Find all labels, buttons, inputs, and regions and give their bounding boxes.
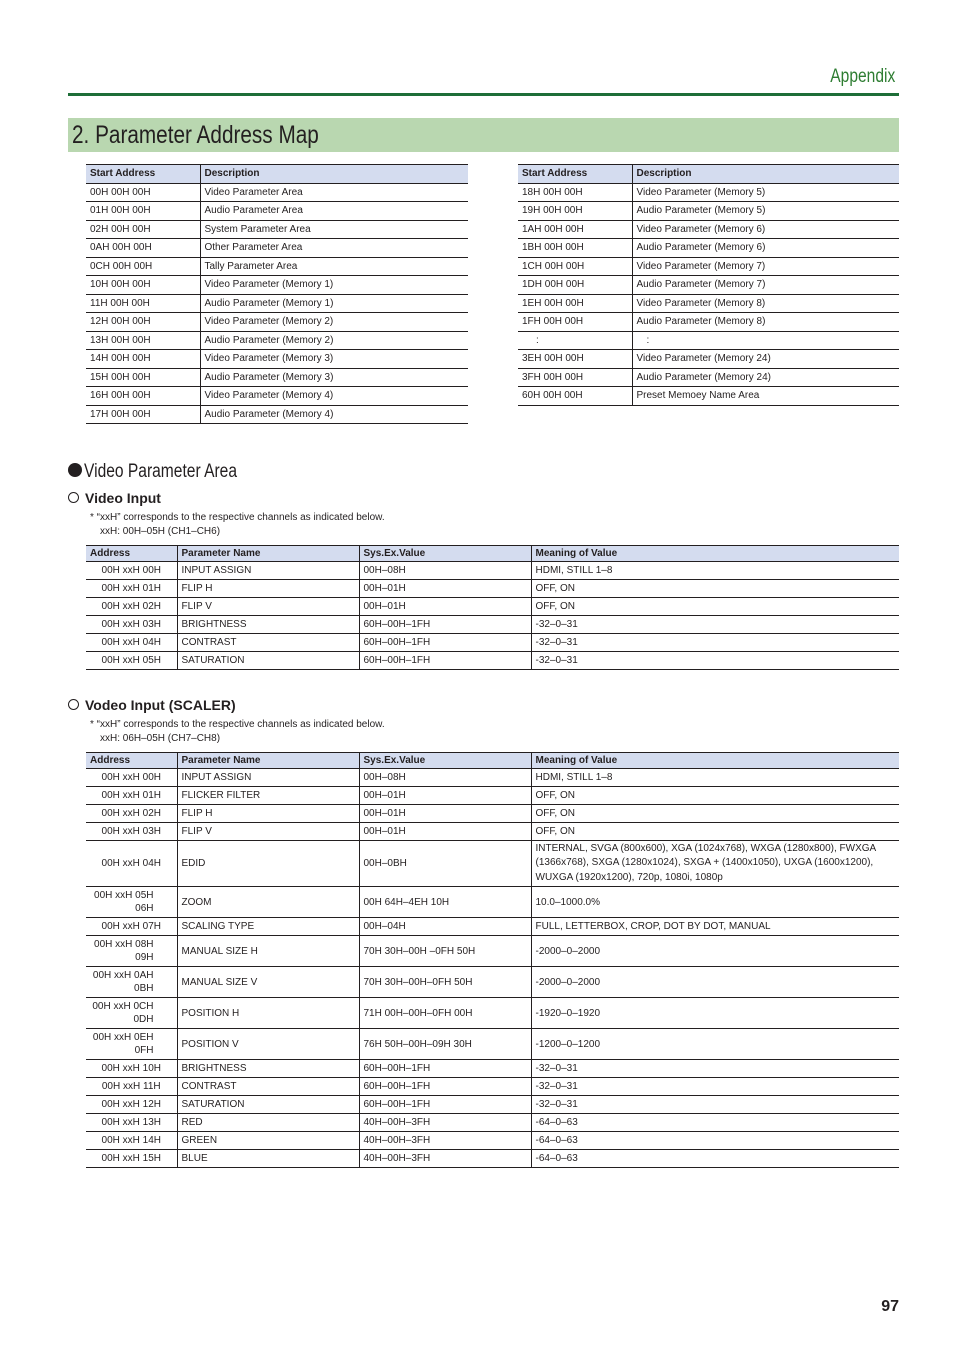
table-cell: OFF, ON (531, 598, 899, 616)
table-cell: 00H xxH 14H (86, 1132, 177, 1150)
table-cell: -32–0–31 (531, 634, 899, 652)
table-cell: 11H 00H 00H (86, 294, 200, 313)
table-cell: 70H 30H–00H–0FH 50H (359, 967, 531, 998)
table-cell: 14H 00H 00H (86, 350, 200, 369)
table-row (86, 1078, 899, 1096)
table-cell: 3EH 00H 00H (518, 350, 632, 369)
table-row (86, 1029, 899, 1060)
table-cell: SATURATION (177, 652, 359, 670)
table-cell: SCALING TYPE (177, 918, 359, 936)
table-cell: 00H xxH 0EH 0FH (86, 1029, 177, 1060)
table-row (86, 1114, 899, 1132)
table-row (86, 652, 899, 670)
page-title: 2. Parameter Address Map (72, 121, 319, 149)
table-cell: Video Parameter (Memory 24) (632, 350, 899, 369)
table-cell: 3FH 00H 00H (518, 368, 632, 387)
column-header: Meaning of Value (531, 753, 899, 769)
note-scaler-input (90, 718, 385, 746)
table-cell: FLIP H (177, 805, 359, 823)
page-number: 97 (881, 1298, 899, 1315)
table-cell: 00H xxH 15H (86, 1150, 177, 1168)
table-cell: Preset Memoey Name Area (632, 387, 899, 406)
subheading-text: Vodeo Input (SCALER) (85, 697, 236, 713)
table-cell: -32–0–31 (531, 1078, 899, 1096)
table-row (86, 1132, 899, 1150)
table-row (86, 769, 899, 787)
table-cell: 40H–00H–3FH (359, 1132, 531, 1150)
table-row (518, 368, 899, 387)
table-cell: 00H–01H (359, 580, 531, 598)
table-row (86, 183, 468, 202)
table-cell: BLUE (177, 1150, 359, 1168)
table-cell: 00H xxH 04H (86, 634, 177, 652)
table-cell: BRIGHTNESS (177, 616, 359, 634)
table-cell: 70H 30H–00H –0FH 50H (359, 936, 531, 967)
table-cell: RED (177, 1114, 359, 1132)
table-cell: 00H–0BH (359, 841, 531, 887)
table-row (86, 350, 468, 369)
table-row (86, 598, 899, 616)
table-cell: FULL, LETTERBOX, CROP, DOT BY DOT, MANUAL (531, 918, 899, 936)
table-cell: FLIP V (177, 598, 359, 616)
table-cell: -2000–0–2000 (531, 967, 899, 998)
table-row (518, 276, 899, 295)
table-cell: : (518, 331, 632, 350)
table-cell: INPUT ASSIGN (177, 769, 359, 787)
table-cell: 00H xxH 00H (86, 562, 177, 580)
open-circle-bullet-icon (68, 492, 79, 503)
table-cell: POSITION V (177, 1029, 359, 1060)
table-cell: 00H xxH 12H (86, 1096, 177, 1114)
table-cell: -2000–0–2000 (531, 936, 899, 967)
address-map-left-body (86, 183, 468, 424)
table-row (86, 580, 899, 598)
table-cell: 00H–01H (359, 787, 531, 805)
table-cell: CONTRAST (177, 634, 359, 652)
table-cell: 1DH 00H 00H (518, 276, 632, 295)
table-cell: 00H xxH 07H (86, 918, 177, 936)
table-cell: Video Parameter (Memory 1) (200, 276, 468, 295)
table-cell: Video Parameter (Memory 5) (632, 183, 899, 202)
table-cell: Audio Parameter (Memory 3) (200, 368, 468, 387)
table-row (518, 239, 899, 258)
table-cell: 00H xxH 13H (86, 1114, 177, 1132)
table-cell: 00H xxH 10H (86, 1060, 177, 1078)
table-cell: CONTRAST (177, 1078, 359, 1096)
table-cell: Audio Parameter (Memory 4) (200, 405, 468, 424)
note-line: * “xxH” corresponds to the respective channels as indicated below. (90, 512, 385, 523)
table-cell: INPUT ASSIGN (177, 562, 359, 580)
table-cell: Audio Parameter Area (200, 202, 468, 221)
table-cell: MANUAL SIZE V (177, 967, 359, 998)
table-cell: FLIP H (177, 580, 359, 598)
table-cell: 00H xxH 08H 09H (86, 936, 177, 967)
table-cell: FLIP V (177, 823, 359, 841)
column-header: Address (86, 546, 177, 562)
table-cell: Audio Parameter (Memory 1) (200, 294, 468, 313)
table-cell: 19H 00H 00H (518, 202, 632, 221)
column-header: Parameter Name (177, 546, 359, 562)
table-row (518, 350, 899, 369)
table-cell: 00H xxH 02H (86, 598, 177, 616)
address-map-right-table (518, 164, 899, 406)
table-row (86, 918, 899, 936)
table-row (518, 202, 899, 221)
table-cell: 60H–00H–1FH (359, 634, 531, 652)
table-cell: 1CH 00H 00H (518, 257, 632, 276)
table-cell: OFF, ON (531, 787, 899, 805)
table-row (86, 998, 899, 1029)
table-cell: Video Parameter (Memory 8) (632, 294, 899, 313)
table-cell: 00H xxH 00H (86, 769, 177, 787)
section-label: Appendix (830, 66, 895, 87)
table-cell: 00H 64H–4EH 10H (359, 887, 531, 918)
column-header: Start Address (518, 165, 632, 184)
table-cell: Tally Parameter Area (200, 257, 468, 276)
table-cell: 60H–00H–1FH (359, 1060, 531, 1078)
table-cell: -32–0–31 (531, 1096, 899, 1114)
table-cell: Audio Parameter (Memory 2) (200, 331, 468, 350)
table-row (86, 331, 468, 350)
table-cell: POSITION H (177, 998, 359, 1029)
table-row (518, 331, 899, 350)
table-cell: -1200–0–1200 (531, 1029, 899, 1060)
title-band (68, 118, 899, 152)
table-row (86, 387, 468, 406)
table-row (86, 887, 899, 918)
table-cell: FLICKER FILTER (177, 787, 359, 805)
table-row (86, 634, 899, 652)
table-cell: 60H–00H–1FH (359, 1096, 531, 1114)
address-map-left-table (86, 164, 468, 424)
table-row (86, 967, 899, 998)
table-cell: 00H–01H (359, 598, 531, 616)
scaler-input-table (86, 752, 899, 1168)
note-line: xxH: 06H–05H (CH7–CH8) (100, 733, 221, 744)
table-cell: 10.0–1000.0% (531, 887, 899, 918)
table-cell: 18H 00H 00H (518, 183, 632, 202)
filled-circle-bullet-icon (68, 463, 82, 477)
table-cell: INTERNAL, SVGA (800x600), XGA (1024x768), WXGA (1280x800), FWXGA (1366x768), SXGA (1280x1024), SXGA + (1400x1050), UXGA (1600x1200), WUXGA (1920x1200), 720p, 1080i, 1080p (531, 841, 899, 887)
table-cell: HDMI, STILL 1–8 (531, 562, 899, 580)
note-line: * “xxH” corresponds to the respective channels as indicated below. (90, 719, 385, 730)
video-input-body (86, 562, 899, 670)
table-row (86, 276, 468, 295)
table-cell: 0AH 00H 00H (86, 239, 200, 258)
table-row (86, 1150, 899, 1168)
table-cell: : (632, 331, 899, 350)
table-cell: 00H–01H (359, 805, 531, 823)
table-row (86, 313, 468, 332)
table-row (86, 368, 468, 387)
note-video-input (90, 511, 385, 539)
table-cell: 00H xxH 05H 06H (86, 887, 177, 918)
table-cell: 40H–00H–3FH (359, 1114, 531, 1132)
table-cell: 00H xxH 11H (86, 1078, 177, 1096)
open-circle-bullet-icon (68, 699, 79, 710)
table-cell: OFF, ON (531, 823, 899, 841)
table-cell: 16H 00H 00H (86, 387, 200, 406)
column-header: Sys.Ex.Value (359, 546, 531, 562)
table-cell: OFF, ON (531, 805, 899, 823)
table-cell: -32–0–31 (531, 652, 899, 670)
table-cell: -64–0–63 (531, 1150, 899, 1168)
table-cell: 17H 00H 00H (86, 405, 200, 424)
table-cell: 60H–00H–1FH (359, 652, 531, 670)
table-cell: System Parameter Area (200, 220, 468, 239)
table-row (518, 294, 899, 313)
table-cell: 15H 00H 00H (86, 368, 200, 387)
table-cell: 00H xxH 05H (86, 652, 177, 670)
table-row (86, 823, 899, 841)
table-cell: Video Parameter (Memory 4) (200, 387, 468, 406)
table-row (86, 841, 899, 887)
table-cell: -32–0–31 (531, 1060, 899, 1078)
table-row (518, 387, 899, 406)
table-row (86, 239, 468, 258)
table-cell: 76H 50H–00H–09H 30H (359, 1029, 531, 1060)
table-row (86, 202, 468, 221)
table-cell: 00H–08H (359, 769, 531, 787)
subheading-video-input (68, 490, 161, 506)
table-cell: BRIGHTNESS (177, 1060, 359, 1078)
scaler-input-body (86, 769, 899, 1168)
header-rule (68, 93, 899, 96)
table-row (518, 313, 899, 332)
table-cell: Video Parameter (Memory 2) (200, 313, 468, 332)
table-row (86, 562, 899, 580)
table-row (86, 405, 468, 424)
table-row (86, 936, 899, 967)
table-cell: Video Parameter Area (200, 183, 468, 202)
table-cell: Audio Parameter (Memory 24) (632, 368, 899, 387)
table-cell: Audio Parameter (Memory 8) (632, 313, 899, 332)
table-cell: 02H 00H 00H (86, 220, 200, 239)
subheading-text: Video Input (85, 490, 161, 506)
table-cell: -64–0–63 (531, 1114, 899, 1132)
video-input-table (86, 545, 899, 670)
subheading-scaler-input (68, 697, 236, 713)
column-header: Start Address (86, 165, 200, 184)
table-row (86, 220, 468, 239)
table-cell: -32–0–31 (531, 616, 899, 634)
column-header: Description (632, 165, 899, 184)
section-heading-text: Video Parameter Area (84, 461, 238, 482)
table-cell: Video Parameter (Memory 3) (200, 350, 468, 369)
table-cell: OFF, ON (531, 580, 899, 598)
table-row (86, 294, 468, 313)
table-cell: 00H xxH 03H (86, 823, 177, 841)
table-row (86, 1096, 899, 1114)
table-cell: 00H xxH 01H (86, 580, 177, 598)
table-cell: 00H–01H (359, 823, 531, 841)
table-cell: Audio Parameter (Memory 7) (632, 276, 899, 295)
table-cell: Other Parameter Area (200, 239, 468, 258)
table-cell: 0CH 00H 00H (86, 257, 200, 276)
table-cell: 00H xxH 01H (86, 787, 177, 805)
note-line: xxH: 00H–05H (CH1–CH6) (100, 526, 221, 537)
column-header: Description (200, 165, 468, 184)
table-cell: 13H 00H 00H (86, 331, 200, 350)
table-cell: MANUAL SIZE H (177, 936, 359, 967)
table-row (86, 1060, 899, 1078)
table-cell: 00H–04H (359, 918, 531, 936)
column-header: Parameter Name (177, 753, 359, 769)
table-cell: EDID (177, 841, 359, 887)
table-cell: Audio Parameter (Memory 6) (632, 239, 899, 258)
table-cell: 1AH 00H 00H (518, 220, 632, 239)
section-heading-video-parameter-area (68, 461, 271, 483)
table-cell: 60H 00H 00H (518, 387, 632, 406)
table-cell: Audio Parameter (Memory 5) (632, 202, 899, 221)
table-row (86, 257, 468, 276)
table-cell: Video Parameter (Memory 7) (632, 257, 899, 276)
table-cell: 1FH 00H 00H (518, 313, 632, 332)
table-cell: 00H 00H 00H (86, 183, 200, 202)
table-cell: 60H–00H–1FH (359, 1078, 531, 1096)
column-header: Sys.Ex.Value (359, 753, 531, 769)
table-row (86, 805, 899, 823)
table-cell: 1EH 00H 00H (518, 294, 632, 313)
table-cell: -1920–0–1920 (531, 998, 899, 1029)
table-row (518, 220, 899, 239)
table-cell: 71H 00H–00H–0FH 00H (359, 998, 531, 1029)
table-cell: 10H 00H 00H (86, 276, 200, 295)
table-cell: HDMI, STILL 1–8 (531, 769, 899, 787)
table-cell: 00H xxH 03H (86, 616, 177, 634)
table-cell: 00H xxH 0AH 0BH (86, 967, 177, 998)
column-header: Meaning of Value (531, 546, 899, 562)
table-cell: 00H–08H (359, 562, 531, 580)
column-header: Address (86, 753, 177, 769)
table-cell: ZOOM (177, 887, 359, 918)
table-row (518, 183, 899, 202)
table-cell: 01H 00H 00H (86, 202, 200, 221)
table-cell: SATURATION (177, 1096, 359, 1114)
table-cell: 60H–00H–1FH (359, 616, 531, 634)
table-cell: 00H xxH 0CH 0DH (86, 998, 177, 1029)
table-row (86, 616, 899, 634)
table-cell: Video Parameter (Memory 6) (632, 220, 899, 239)
table-cell: 12H 00H 00H (86, 313, 200, 332)
table-cell: 00H xxH 04H (86, 841, 177, 887)
table-cell: GREEN (177, 1132, 359, 1150)
table-cell: 1BH 00H 00H (518, 239, 632, 258)
table-cell: -64–0–63 (531, 1132, 899, 1150)
table-cell: 40H–00H–3FH (359, 1150, 531, 1168)
table-cell: 00H xxH 02H (86, 805, 177, 823)
table-row (86, 787, 899, 805)
table-row (518, 257, 899, 276)
address-map-right-body (518, 183, 899, 405)
